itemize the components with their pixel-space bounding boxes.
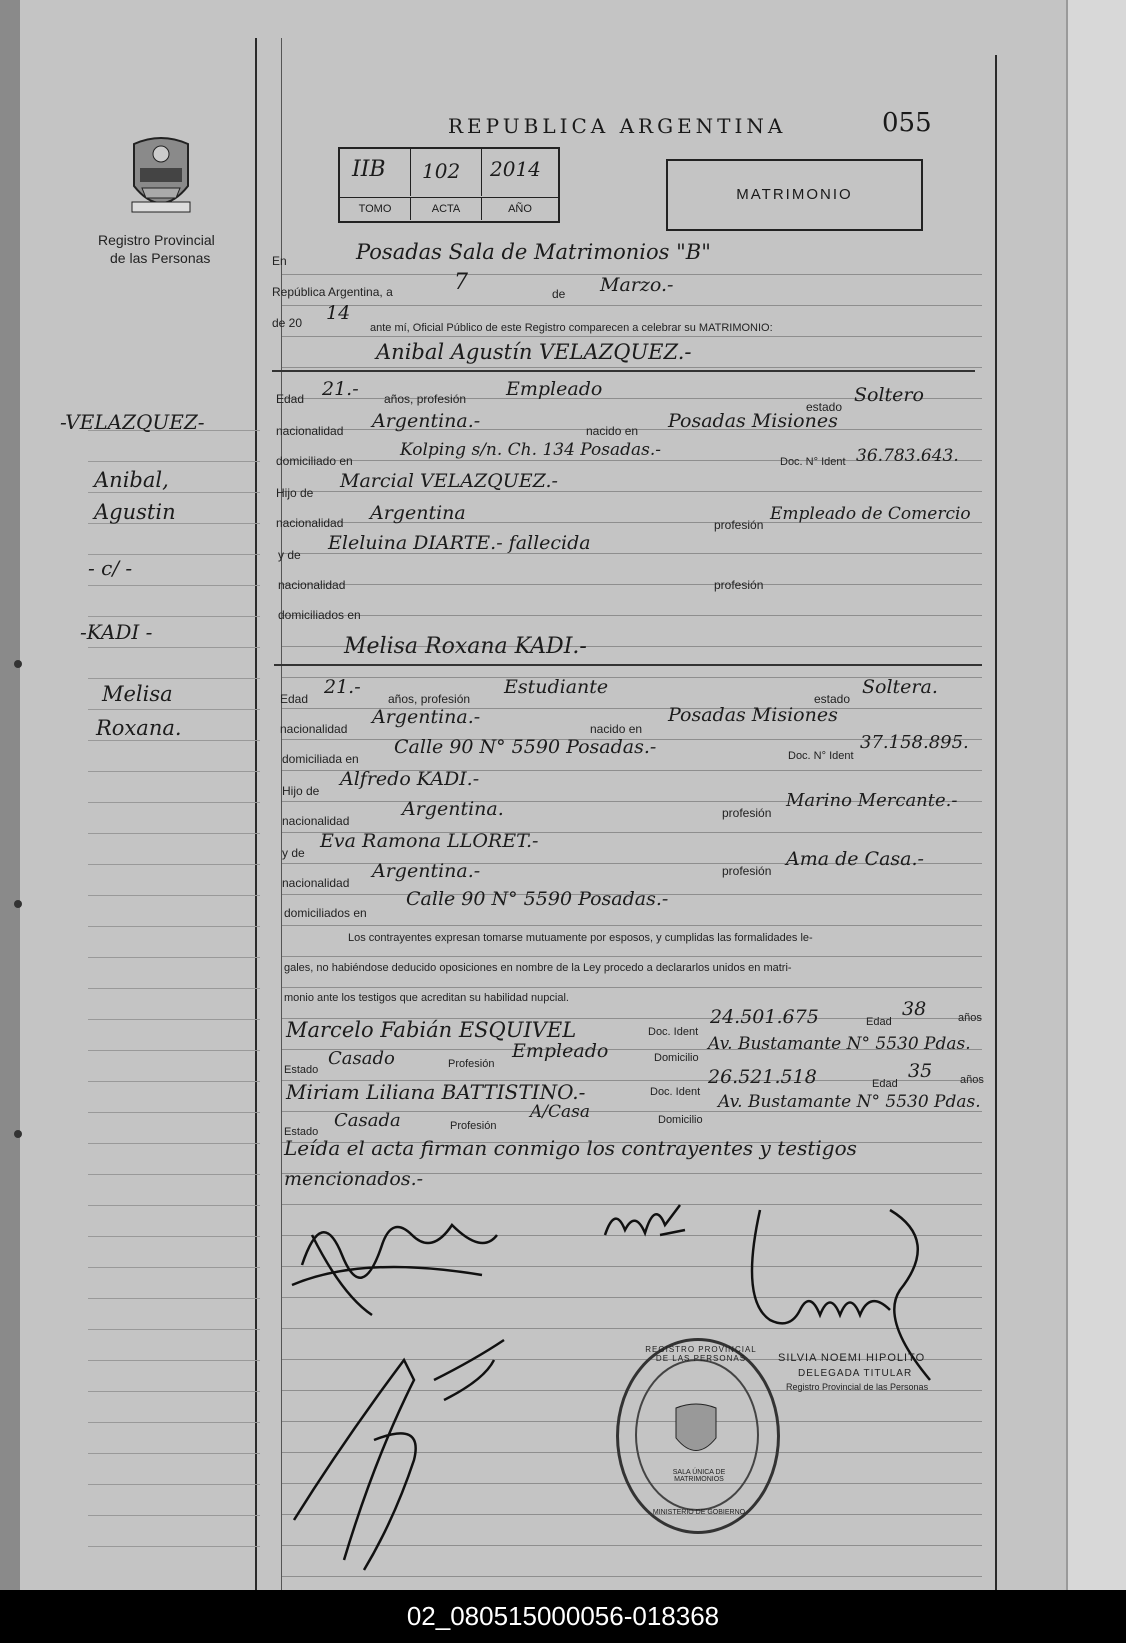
binding-hole <box>14 1130 22 1138</box>
groom-profession: Empleado <box>506 378 603 400</box>
year-prefix: de 20 <box>272 316 303 330</box>
appearance-statement: ante mí, Oficial Público de este Registro comparecen a celebrar su MATRIMONIO: <box>370 322 773 334</box>
ruled-line <box>282 336 982 337</box>
margin-ruled-line <box>88 895 260 896</box>
margin-ruled-line <box>88 1360 260 1361</box>
en-label: En <box>272 254 287 268</box>
margin-ruled-line <box>88 864 260 865</box>
margin-ruled-line <box>88 461 260 462</box>
binding-hole <box>14 900 22 908</box>
margin-groom-name1: Anibal, <box>94 468 169 492</box>
ceremony-month: Marzo.- <box>600 274 674 296</box>
ruled-line <box>282 615 982 616</box>
witness2-civil-status: Casada <box>334 1110 401 1131</box>
margin-ruled-line <box>88 585 260 586</box>
acta-value: 102 <box>422 159 461 183</box>
registry-name-line2: de las Personas <box>110 250 211 266</box>
margin-ruled-line <box>88 1236 260 1237</box>
declaration-line1: Los contrayentes expresan tomarse mutuamente por esposos, y cumplidas las formalidades le- <box>348 932 813 944</box>
tomo-label: TOMO <box>340 197 411 220</box>
groom-birthplace: Posadas Misiones <box>668 410 838 432</box>
ruled-line <box>282 367 982 368</box>
groom-mother: Eleluina DIARTE.- fallecida <box>328 532 591 554</box>
margin-ruled-line <box>88 1391 260 1392</box>
officer-name: SILVIA NOEMI HIPOLITO <box>778 1352 926 1364</box>
ceremony-place: Posadas Sala de Matrimonios "B" <box>356 240 711 264</box>
margin-ruled-line <box>88 1019 260 1020</box>
seal-bottom-text: MINISTERIO DE GOBIERNO <box>652 1509 746 1516</box>
seal-emblem-icon <box>671 1403 721 1463</box>
margin-ruled-line <box>88 709 260 710</box>
page-stack-edge-outer <box>1066 0 1126 1590</box>
closing-line1: Leída el acta firman conmigo los contrayentes y testigos <box>284 1136 857 1160</box>
year-suffix: 14 <box>326 302 351 324</box>
right-margin-line <box>995 55 997 1590</box>
groom-signature <box>282 1195 522 1325</box>
margin-ruled-line <box>88 1546 260 1547</box>
bride-signature <box>600 1195 690 1255</box>
margin-ruled-line <box>88 988 260 989</box>
record-type-box: MATRIMONIO <box>666 159 923 231</box>
registry-name-line1: Registro Provincial <box>98 232 215 248</box>
margin-ruled-line <box>88 1298 260 1299</box>
margin-ruled-line <box>88 957 260 958</box>
margin-ruled-line <box>88 771 260 772</box>
margin-ruled-line <box>88 926 260 927</box>
witness2-profession: A/Casa <box>530 1102 591 1122</box>
officer-office: Registro Provincial de las Personas <box>786 1382 929 1392</box>
groom-doc-number: 36.783.643. <box>856 446 959 466</box>
groom-address: Kolping s/n. Ch. 134 Posadas.- <box>400 440 662 460</box>
officer-title: DELEGADA TITULAR <box>798 1368 913 1379</box>
margin-bride-name1: Melisa <box>102 682 173 706</box>
page-number: 055 <box>882 108 932 138</box>
margin-ruled-line <box>88 492 260 493</box>
margin-bride-surname: -KADI - <box>80 620 153 644</box>
ruled-line <box>282 987 982 988</box>
bride-father-nationality: Argentina. <box>402 798 504 820</box>
margin-ruled-line <box>88 554 260 555</box>
margin-ruled-line <box>88 1081 260 1082</box>
margin-ruled-line <box>88 1515 260 1516</box>
country-title: REPUBLICA ARGENTINA <box>448 114 787 138</box>
groom-father-nationality: Argentina <box>370 502 466 524</box>
margin-ruled-line <box>88 1422 260 1423</box>
bride-address: Calle 90 N° 5590 Posadas.- <box>394 736 657 758</box>
ruled-line <box>282 956 982 957</box>
margin-ruled-line <box>88 1453 260 1454</box>
witness1-name: Marcelo Fabián ESQUIVEL <box>286 1018 577 1042</box>
binding-hole <box>14 660 22 668</box>
groom-father-profession: Empleado de Comercio <box>770 504 971 524</box>
bride-father: Alfredo KADI.- <box>340 768 480 790</box>
witness2-name: Miriam Liliana BATTISTINO.- <box>286 1080 586 1104</box>
bride-parents-address: Calle 90 N° 5590 Posadas.- <box>406 888 669 910</box>
bride-mother-profession: Ama de Casa.- <box>786 848 924 870</box>
margin-ruled-line <box>88 647 260 648</box>
margin-groom-surname: -VELAZQUEZ- <box>60 410 205 434</box>
witness1-doc-number: 24.501.675 <box>710 1006 819 1028</box>
margin-ruled-line <box>88 1112 260 1113</box>
left-margin-line <box>255 38 257 1590</box>
acta-label: ACTA <box>411 197 482 220</box>
bride-full-name: Melisa Roxana KADI.- <box>344 634 587 659</box>
republica-label: República Argentina, a <box>272 285 393 299</box>
bride-civil-status: Soltera. <box>862 676 938 698</box>
bride-doc-number: 37.158.895. <box>860 732 969 753</box>
witness-signatures <box>284 1320 544 1580</box>
ano-value: 2014 <box>490 157 541 181</box>
margin-ruled-line <box>88 1205 260 1206</box>
official-seal <box>616 1338 780 1534</box>
bride-profession: Estudiante <box>504 676 609 698</box>
margin-ruled-line <box>88 1174 260 1175</box>
margin-ruled-line <box>88 616 260 617</box>
margin-bride-name2: Roxana. <box>96 716 182 740</box>
witness1-civil-status: Casado <box>328 1048 395 1069</box>
groom-civil-status: Soltero <box>854 384 924 406</box>
margin-ruled-line <box>88 833 260 834</box>
closing-line2: mencionados.- <box>284 1168 424 1190</box>
de-label: de <box>552 287 566 301</box>
margin-ruled-line <box>88 1484 260 1485</box>
ano-label: AÑO <box>482 197 558 220</box>
bride-father-profession: Marino Mercante.- <box>786 790 958 811</box>
bride-mother-nationality: Argentina.- <box>372 860 481 882</box>
ruled-line <box>282 584 982 585</box>
seal-outer-text: REGISTRO PROVINCIAL DE LAS PERSONAS <box>645 1345 757 1363</box>
witness1-profession: Empleado <box>512 1040 609 1062</box>
margin-ruled-line <box>88 740 260 741</box>
witness2-address: Av. Bustamante N° 5530 Pdas. <box>718 1092 981 1112</box>
margin-ruled-line <box>88 678 260 679</box>
ceremony-day: 7 <box>454 270 468 295</box>
seal-inner-text: SALA ÚNICA DE MATRIMONIOS <box>672 1469 726 1483</box>
groom-age: 21.- <box>322 378 359 400</box>
bride-age: 21.- <box>324 676 361 698</box>
misiones-coat-of-arms-icon <box>124 136 198 220</box>
bride-mother: Eva Ramona LLORET.- <box>320 830 539 852</box>
witness2-age: 35 <box>908 1060 933 1082</box>
tomo-value: IIB <box>352 157 386 182</box>
scan-id-footer: 02_080515000056-018368 <box>0 1590 1126 1643</box>
witness1-address: Av. Bustamante N° 5530 Pdas. <box>708 1034 971 1054</box>
declaration-line2: gales, no habiéndose deducido oposiciones en nombre de la Ley procedo a declararlos unidos en matri- <box>284 962 792 974</box>
ruled-line <box>282 925 982 926</box>
groom-nationality: Argentina.- <box>372 410 481 432</box>
margin-groom-name2: Agustin <box>94 500 176 524</box>
groom-father: Marcial VELAZQUEZ.- <box>340 470 558 492</box>
witness1-age: 38 <box>902 998 927 1020</box>
margin-ruled-line <box>88 1050 260 1051</box>
acta-reference-box <box>338 147 560 223</box>
bride-birthplace: Posadas Misiones <box>668 704 838 726</box>
margin-ruled-line <box>88 1143 260 1144</box>
groom-full-name: Anibal Agustín VELAZQUEZ.- <box>376 340 692 364</box>
binding-edge <box>0 0 20 1590</box>
margin-connector: - c/ - <box>88 556 133 580</box>
ruled-line <box>282 305 982 306</box>
document-page: Registro Provincial de las Personas REPUBLICA ARGENTINA 055 IIB 102 2014 TOMO ACTA AÑO MATRIMONIO En Posadas Sala de Matrimonios "B" República Argentina, a 7 de Marzo.- de 20 14 ante mí, Oficial Público de este Registro comparecen a celebrar su MATRIMONIO: Anibal Agustín VELAZQUEZ.- Edad 21.- años, profesión Empleado estado Soltero nacionalidad Argentina.- nacido en Posadas Misiones domiciliado en Kolping s/n. Ch. 134 Posadas.- Doc. N° Ident 36.783.643. Hijo de Marcial VELAZQUEZ.- nacionalidad Argentina profesión Empleado de Comercio y de Eleluina DIARTE.- fallecida nacionalidad profesión domiciliados en Melisa Roxana KADI.- Edad 21.- años, profesión Estudiante estado Soltera. nacionalidad Argentina.- nacido en Posadas Misiones domiciliada en Calle 90 N° 5590 Posadas.- Doc. N° Ident 37.158.895. Hijo de Alfredo KADI.- nacionalidad Argentina. profesión Marino Mercante.- y de Eva Ramona LLORET.- nacionalidad Argentina.- profesión Ama de Casa.- domiciliados en Calle 90 N° 5590 Posadas.- Los contrayentes expresan tomarse mutuamente por esposos, y cumplidas las formalidades le- gales, no habiéndose deducido oposiciones en nombre de la Ley procedo a declararlos unidos en matri- monio ante los testigos que acreditan su habilidad nupcial. Marcelo Fabián ESQUIVEL Doc. Ident 24.501.675 Edad 38 años Estado Casado Profesión Empleado Domicilio Av. Bustamante N° 5530 Pdas. Miriam Liliana BATTISTINO.- Doc. Ident 26.521.518 Edad 35 años Estado Casada Profesión A/Casa Domicilio Av. Bustamante N° 5530 Pdas. Leída el acta firman conmigo los contrayentes y testigos mencionados.- SILVIA NOEMI HIPOLITO DELEGADA TITULAR Registro Provincial de las Personas REGISTRO PROVINCIAL DE LAS PERSONAS SALA ÚNICA DE MATRIMONIOS MINISTERIO DE GOBIERNO -VELAZQUEZ- Anibal, Agustin - c/ - -KADI - Melisa Roxana. <box>0 0 1126 1590</box>
margin-ruled-line <box>88 1329 260 1330</box>
witness2-doc-number: 26.521.518 <box>708 1066 817 1088</box>
bride-nationality: Argentina.- <box>372 706 481 728</box>
declaration-line3: monio ante los testigos que acreditan su habilidad nupcial. <box>284 992 569 1004</box>
margin-ruled-line <box>88 802 260 803</box>
margin-ruled-line <box>88 1267 260 1268</box>
